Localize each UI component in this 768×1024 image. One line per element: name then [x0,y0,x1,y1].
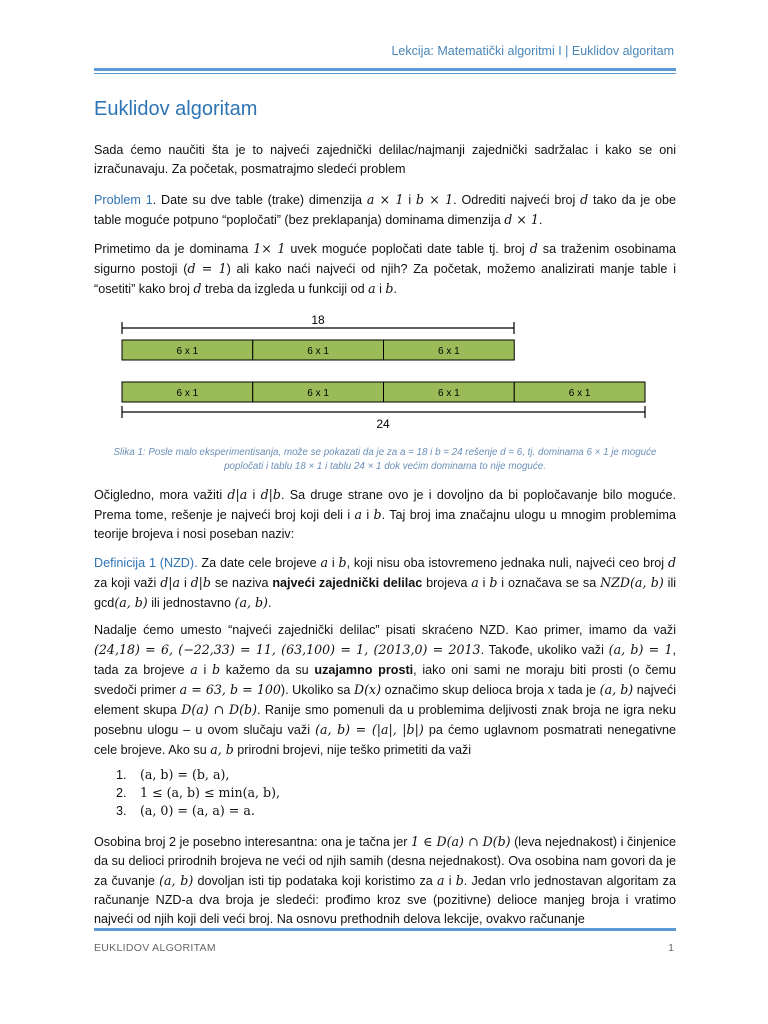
domino-label: 6 x 1 [176,346,199,357]
domino-label: 6 x 1 [438,346,460,357]
problem-paragraph: Problem 1. Date su dve table (trake) dimenzija a × 1 i b × 1. Odrediti najveći broj d tako da je obe table moguće potpuno “popločati” (bez preklapanja) dominama dimenzija d × 1. [94,192,677,227]
list-item: 3. (a, 0) = (a, a) = a. [116,803,255,818]
paragraph-divisibility: Očigledno, mora važiti d|a i d|b. Sa druge strane ovo je i dovoljno da bi popločavanje bilo moguće. Prema tome, rešenje je najveći broj koji deli i a i b. Taj broj ima značajnu ulogu u mnogim problemima teorije brojeva i nosi poseban naziv: [94,487,677,541]
domino-label: 6 x 1 [176,388,199,399]
list-item: 2. 1 ≤ (a, b) ≤ min(a, b), [116,785,281,800]
running-header: Lekcija: Matematički algoritmi I | Euklidov algoritam [391,44,674,58]
domino-figure [110,308,670,438]
domino-label: 6 x 1 [307,346,329,357]
header-rule [94,68,676,71]
properties-list [116,766,280,820]
bottom-dimension-label: 24 [376,417,390,431]
footer-rule [94,928,676,931]
domino-label: 6 x 1 [438,388,460,399]
definition-label: Definicija 1 (NZD). [94,556,198,570]
intro-paragraph: Sada ćemo naučiti šta je to najveći zajednički delilac/najmanji zajednički sadržalac i kako se oni izračunavaju. Za početak, posmatrajmo sledeći problem [94,143,676,176]
paragraph-property-two: Osobina broj 2 je posebno interesantna: ona je tačna jer 1 ∈ D(a) ∩ D(b) (leva nejednakost) i činjenice da su delioci prirodnih brojeva ne veći od njih samih (desna nejednakost). Ova osobina nam govori da je za čuvanje (a, b) dovoljan isti tip podataka koji koristimo za a i b. Jedan vrlo jednostavan algoritam za računanje NZD-a dva broja je sledeći: prođimo kroz sve (pozitivne) delioce manjeg broja i vratimo najveći od njih koji deli veći broj. Na osnovu prethodnih delova lekcije, ovakvo računanje [94,834,676,926]
page-title: Euklidov algoritam [94,98,258,120]
footer-title: EUKLIDOV ALGORITAM [94,942,216,954]
problem-label: Problem 1 [94,193,153,207]
bottom-domino-row [122,382,645,402]
paragraph-domino: Primetimo da je dominama 1× 1 uvek moguće popločati date table tj. broj d sa traženim osobinama sigurno postoji (d = 1) ali kako naći najveći od njih? Za početak, možemo analizirati manje table i “osetiti” kako broj d treba da izgleda u funkciji od a i b. [94,241,676,296]
domino-label: 6 x 1 [568,388,591,399]
header-rule-thin [94,73,676,74]
top-dimension-label: 18 [311,313,325,327]
domino-label: 6 x 1 [307,388,329,399]
page-number: 1 [668,942,674,954]
figure-caption: Slika 1: Posle malo eksperimentisanja, može se pokazati da je za a = 18 i b = 24 rešenje d = 6, tj. dominama 6 × 1 je moguće popločati i tablu 18 × 1 i tablu 24 × 1 dok većim dominama to nije moguće. [113,447,657,472]
top-domino-row [122,340,514,360]
definition-paragraph: Definicija 1 (NZD). Za date cele brojeve a i b, koji nisu oba istovremeno jednaka nuli, najveći ceo broj d za koji važi d|a i d|b se naziva najveći zajednički delilac brojeva a i b i označava se sa NZD(a, b) ili gcd(a, b) ili jednostavno (a, b). [94,555,677,610]
paragraph-examples: Nadalje ćemo umesto “najveći zajednički delilac” pisati skraćeno NZD. Kao primer, imamo da važi (24,18) = 6, (−22,33) = 11, (63,100) = 1, (2013,0) = 2013. Takođe, ukoliko važi (a, b) = 1, tada za brojeve a i b kažemo da su uzajamno prosti, iako oni sami ne moraju biti prosti (o čemu svedoči primer a = 63, b = 100). Ukoliko sa D(x) označimo skup delioca broja x tada je (a, b) najveći element skupa D(a) ∩ D(b). Ranije smo pomenuli da u problemima deljivosti znak broja ne igra neku posebnu ulogu – u ovom slučaju važi (a, b) = (|a|, |b|) pa ćemo uglavnom posmatrati nenegativne cele brojeve. Ako su a, b prirodni brojevi, nije teško primetiti da važi [94,623,677,757]
list-item: 1. (a, b) = (b, a), [116,767,230,782]
